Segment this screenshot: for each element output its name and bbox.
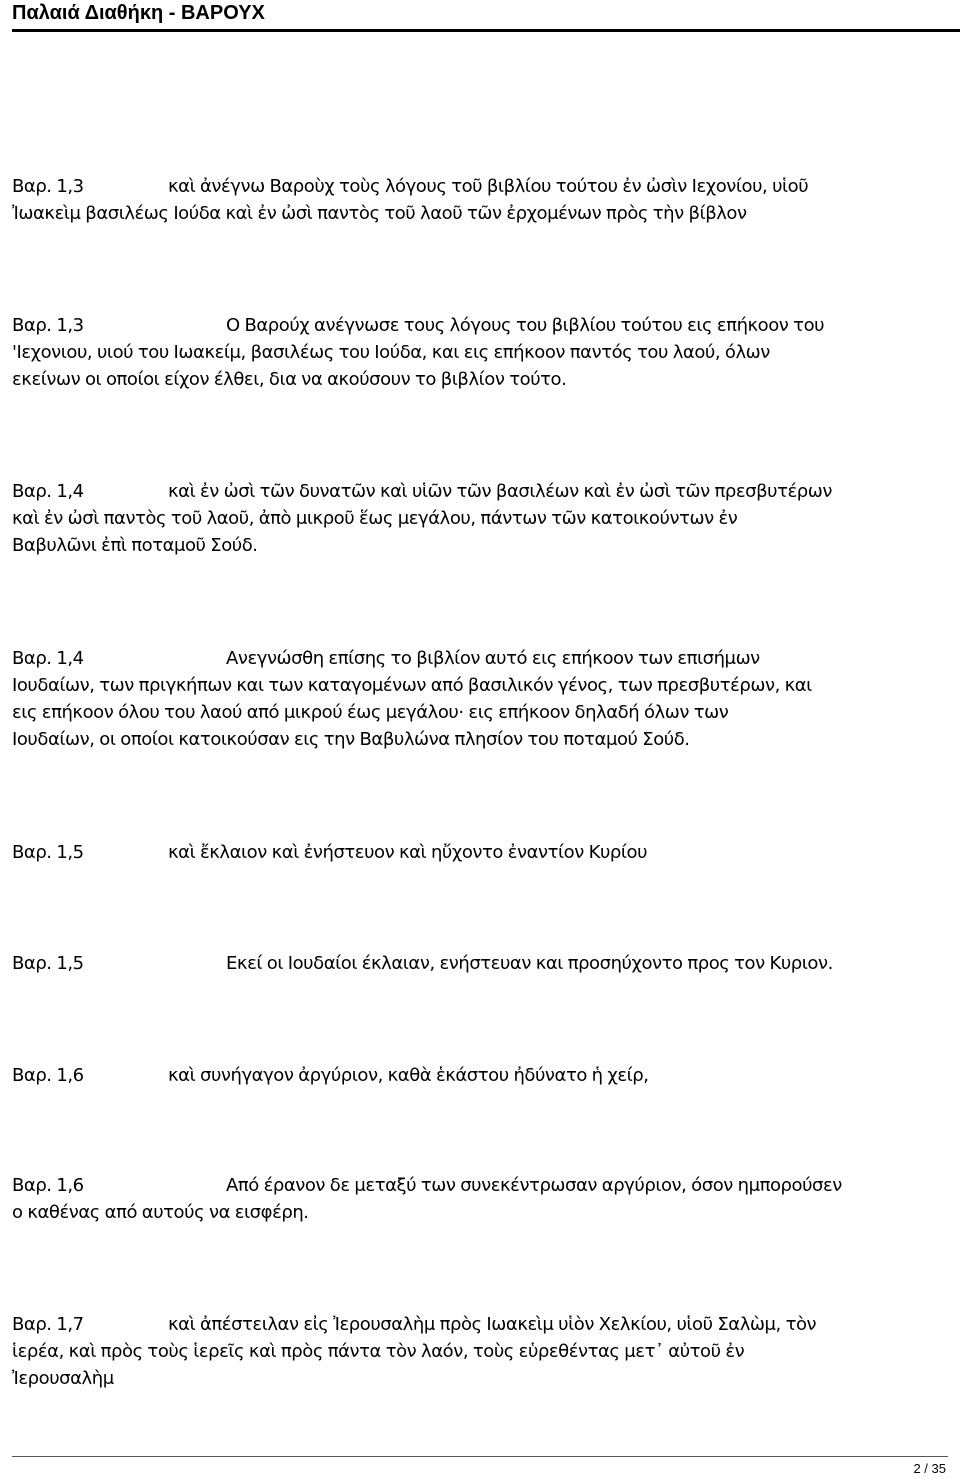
verse-line: εις επήκοον όλου του λαού από μικρού έως μεγάλου· εις επήκοον δηλαδή όλων των [12,702,729,723]
title-divider [12,29,960,32]
verse-line [12,478,960,505]
verse-text: Ανεγνώσθη επίσης το βιβλίον αυτό εις επήκοον των επισήμων [226,648,760,669]
verse-reference: Βαρ. 1,4 [12,481,84,502]
verse-reference: Βαρ. 1,4 [12,648,84,669]
verse-block [12,173,960,227]
verse-block [12,1062,960,1089]
verse-block [12,312,960,393]
verse-block [12,839,960,866]
verse-text: καὶ ἀνέγνω Βαροὺχ τοὺς λόγους τοῦ βιβλίου τούτου ἐν ὠσὶν Ιεχονίου, υἱοῦ [168,176,809,197]
verse-line: ἱερέα, καὶ πρὸς τοὺς ἱερεῖς καὶ πρὸς πάντα τὸν λαόν, τοὺς εὑρεθέντας μετ᾿ αὐτοῦ ἐν [12,1341,745,1362]
verse-block [12,950,960,977]
verse-text: Εκεί οι Ιουδαίοι έκλαιαν, ενήστευαν και προσηύχοντο προς τον Κυριον. [226,953,833,974]
verse-line: καὶ ἐν ὠσὶ παντὸς τοῦ λαοῦ, ἀπὸ μικροῦ ἕως μεγάλου, πάντων τῶν κατοικούντων ἐν [12,508,738,529]
page-number: 2 / 35 [913,1461,946,1476]
verse-line [12,839,960,866]
verse-block [12,478,960,559]
verse-reference: Βαρ. 1,6 [12,1065,84,1086]
verse-line [12,173,960,200]
verse-reference: Βαρ. 1,7 [12,1314,84,1335]
verse-block [12,1172,960,1226]
verse-line [12,312,960,339]
verse-reference: Βαρ. 1,5 [12,953,84,974]
verse-reference: Βαρ. 1,5 [12,842,84,863]
verse-line: εκείνων οι οποίοι είχον έλθει, δια να ακούσουν το βιβλίον τούτο. [12,369,567,390]
verse-line [12,1062,960,1089]
verse-line: Ἰερουσαλὴμ [12,1368,114,1389]
verse-text: καὶ ἀπέστειλαν εἰς Ἰερουσαλὴμ πρὸς Ιωακεὶμ υἱὸν Χελκίου, υἱοῦ Σαλὼμ, τὸν [168,1314,817,1335]
page-title: Παλαιά Διαθήκη - ΒΑΡΟΥΧ [12,2,265,24]
verse-line: Ιουδαίων, των πριγκήπων και των καταγομένων από βασιλικόν γένος, των πρεσβυτέρων, και [12,675,812,696]
verse-text: Από έρανον δε μεταξύ των συνεκέντρωσαν αργύριον, όσον ημπορούσεν [226,1175,842,1196]
verse-line: 'Ιεχονιου, υιού του Ιωακείμ, βασιλέως του Ιούδα, και εις επήκοον παντός του λαού, όλων [12,342,770,363]
verse-line: ο καθένας από αυτούς να εισφέρη. [12,1202,309,1223]
verse-text: καὶ συνήγαγον ἀργύριον, καθὰ ἑκάστου ἠδύνατο ἡ χείρ, [168,1065,649,1086]
verse-text: Ο Βαρούχ ανέγνωσε τους λόγους του βιβλίου τούτου εις επήκοον του [226,315,825,336]
verse-line: Ιουδαίων, οι οποίοι κατοικούσαν εις την Βαβυλώνα πλησίον του ποταμού Σούδ. [12,729,690,750]
verse-reference: Βαρ. 1,6 [12,1175,84,1196]
verse-line [12,645,960,672]
verse-line [12,1311,960,1338]
verse-text: καὶ ἐν ὠσὶ τῶν δυνατῶν καὶ υἱῶν τῶν βασιλέων καὶ ἐν ὠσὶ τῶν πρεσβυτέρων [168,481,832,502]
footer-divider [12,1456,948,1457]
verse-line: Βαβυλῶνι ἐπὶ ποταμοῦ Σούδ. [12,535,258,556]
verse-line [12,1172,960,1199]
verse-block [12,1311,960,1392]
verse-reference: Βαρ. 1,3 [12,315,84,336]
verse-reference: Βαρ. 1,3 [12,176,84,197]
verse-line: Ἰωακεὶμ βασιλέως Ιούδα καὶ ἐν ὠσὶ παντὸς τοῦ λαοῦ τῶν ἐρχομένων πρὸς τὴν βίβλον [12,203,747,224]
verse-line [12,950,960,977]
verse-block [12,645,960,753]
verse-text: καὶ ἔκλαιον καὶ ἐνήστευον καὶ ηὔχοντο ἐναντίον Κυρίου [168,842,648,863]
